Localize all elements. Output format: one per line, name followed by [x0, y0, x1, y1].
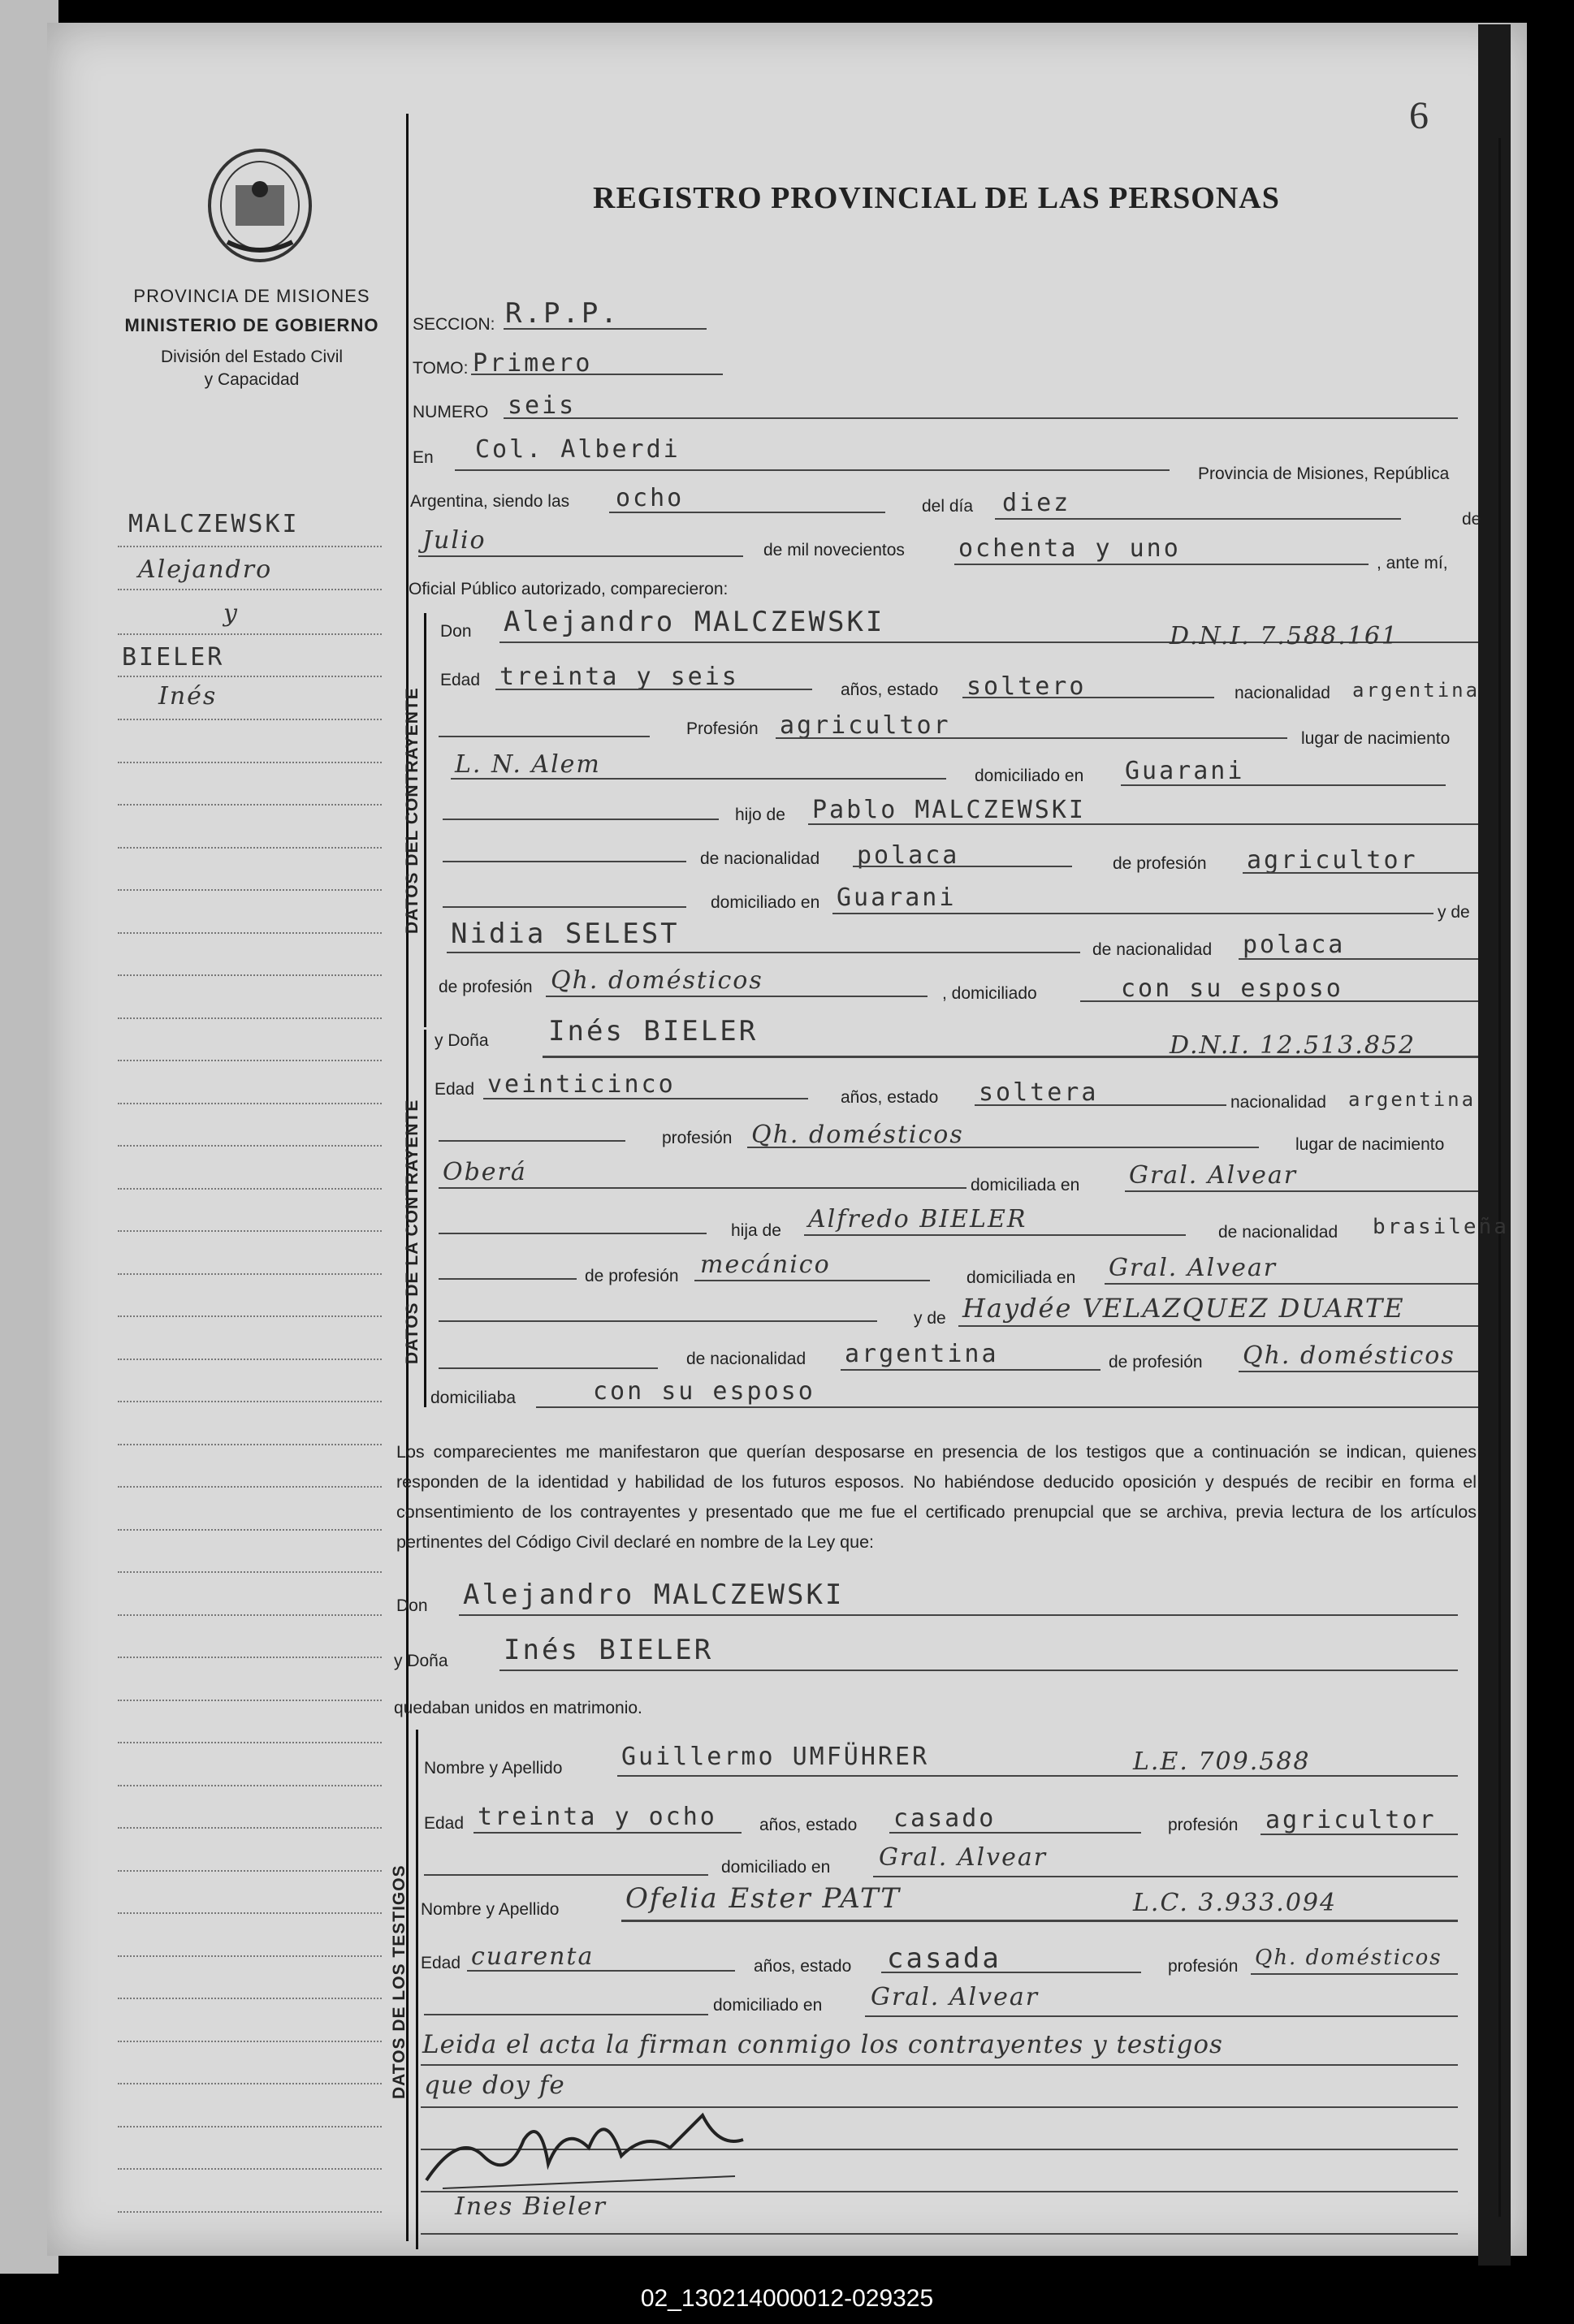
hora-value: ocho — [616, 484, 685, 512]
groom-de-profesion-label: de profesión — [1113, 854, 1207, 873]
margin-surname-groom: MALCZEWSKI — [128, 510, 300, 538]
w2-profesion: Qh. domésticos — [1255, 1946, 1442, 1970]
w1-domiciliado-label: domiciliado en — [721, 1858, 831, 1877]
numero-label: NUMERO — [413, 403, 489, 421]
groom-y-de-label: y de — [1438, 903, 1470, 922]
bride-section-label: DATOS DE LA CONTRAYENTE — [403, 1099, 422, 1364]
groom-padre-profesion: agricultor — [1247, 846, 1418, 875]
ante-mi-label: , ante mí, — [1377, 554, 1448, 572]
mes-value: Julio — [422, 526, 486, 555]
bride-profesion: Qh. domésticos — [751, 1121, 964, 1149]
groom-edad-label: Edad — [440, 671, 481, 689]
w1-profesion-label: profesión — [1168, 1816, 1239, 1834]
bride-hija-label: hija de — [731, 1221, 781, 1240]
dia-value: diez — [1002, 489, 1071, 517]
groom-madre-nacionalidad: polaca — [1243, 931, 1346, 959]
groom-hijo-label: hijo de — [735, 806, 785, 824]
province-seal-icon — [203, 145, 317, 266]
w1-domicilio: Gral. Alvear — [879, 1843, 1048, 1872]
groom-anos-estado-label: años, estado — [841, 680, 939, 699]
w1-profesion: agricultor — [1265, 1806, 1437, 1834]
w1-edad-label: Edad — [424, 1814, 465, 1833]
w2-profesion-label: profesión — [1168, 1957, 1239, 1976]
w2-edad: cuarenta — [471, 1942, 595, 1971]
bride-anos-estado-label: años, estado — [841, 1088, 939, 1107]
division-line-2: y Capacidad — [204, 370, 300, 389]
tomo-label: TOMO: — [413, 359, 469, 378]
bride-name: Inés BIELER — [548, 1015, 759, 1048]
groom-don-label: Don — [440, 622, 472, 641]
bride-madre-domicilio: con su esposo — [593, 1377, 815, 1406]
groom-nacionalidad-label: nacionalidad — [1235, 684, 1330, 702]
margin-surname-bride: BIELER — [122, 643, 225, 672]
argentina-label: Argentina, siendo las — [410, 492, 570, 511]
de-mil-label: de mil novecientos — [763, 541, 905, 559]
image-code: 02_130214000012-029325 — [0, 2274, 1574, 2324]
bride-domiciliada-label: domiciliada en — [971, 1176, 1080, 1194]
bride-dona-label: y Doña — [435, 1031, 489, 1050]
bride-signature: Ines Bieler — [455, 2192, 607, 2221]
groom-madre: Nidia SELEST — [451, 918, 680, 950]
groom-estado: soltero — [966, 672, 1087, 701]
groom-section-label: DATOS DEL CONTRAYENTE — [403, 687, 422, 934]
union-dona-label: y Doña — [394, 1652, 448, 1670]
union-don: Alejandro MALCZEWSKI — [463, 1579, 845, 1611]
bride-nacionalidad: argentina — [1348, 1088, 1477, 1111]
anio-value: ochenta y uno — [958, 534, 1181, 563]
province-name: PROVINCIA DE MISIONES — [133, 286, 370, 306]
groom-madre-domiciliado-label: , domiciliado — [942, 984, 1037, 1003]
w2-nombre-label: Nombre y Apellido — [421, 1900, 560, 1919]
groom-signature — [410, 2099, 751, 2197]
groom-domicilio: Guarani — [1125, 757, 1245, 785]
w2-nombre: Ofelia Ester PATT — [625, 1882, 901, 1915]
numero-value: seis — [508, 391, 577, 420]
groom-profesion: agricultor — [780, 711, 951, 740]
bride-profesion-label: profesión — [662, 1129, 733, 1147]
document-title: REGISTRO PROVINCIAL DE LAS PERSONAS — [593, 181, 1280, 215]
groom-name: Alejandro MALCZEWSKI — [504, 606, 885, 638]
del-dia-label: del día — [922, 497, 974, 516]
groom-profesion-label: Profesión — [686, 719, 759, 738]
bride-nacionalidad-label: nacionalidad — [1230, 1093, 1326, 1112]
bride-madre-profesion: Qh. domésticos — [1243, 1341, 1455, 1370]
en-label: En — [413, 448, 434, 467]
w1-edad: treinta y ocho — [478, 1803, 717, 1831]
oficial-label: Oficial Público autorizado, comparecieron: — [409, 580, 729, 598]
bride-madre-nacionalidad-label: de nacionalidad — [686, 1350, 806, 1368]
groom-madre-domicilio: con su esposo — [1121, 974, 1343, 1003]
bride-madre-nacionalidad: argentina — [845, 1340, 999, 1368]
witnesses-section-label: DATOS DE LOS TESTIGOS — [390, 1864, 409, 2099]
w1-anos-estado-label: años, estado — [759, 1816, 858, 1834]
margin-and: y — [223, 599, 239, 628]
groom-madre-profesion-label: de profesión — [439, 978, 533, 996]
en-value: Col. Alberdi — [475, 435, 681, 464]
w2-doc: L.C. 3.933.094 — [1133, 1889, 1338, 1917]
groom-padre-domicilio: Guarani — [837, 883, 957, 912]
bride-padre: Alfredo BIELER — [808, 1205, 1027, 1233]
bride-lugar: Oberá — [443, 1158, 527, 1186]
union-dona: Inés BIELER — [504, 1634, 714, 1666]
groom-madre-nacionalidad-label: de nacionalidad — [1092, 940, 1213, 959]
bride-edad-label: Edad — [435, 1080, 475, 1099]
provincia-label: Provincia de Misiones, República — [1198, 464, 1450, 483]
groom-lugar: L. N. Alem — [455, 750, 601, 779]
w1-nombre-label: Nombre y Apellido — [424, 1759, 563, 1778]
closing-line-1: Leida el acta la firman conmigo los contrayentes y testigos — [422, 2030, 1223, 2059]
bride-madre: Haydée VELAZQUEZ DUARTE — [962, 1293, 1405, 1324]
tomo-value: Primero — [473, 349, 593, 378]
bride-lugar-label: lugar de nacimiento — [1295, 1135, 1445, 1154]
margin-name-groom: Alejandro — [138, 555, 273, 584]
bride-domiciliaba-label: domiciliaba — [430, 1389, 517, 1407]
w2-anos-estado-label: años, estado — [754, 1957, 852, 1976]
w2-domiciliado-label: domiciliado en — [713, 1996, 823, 2015]
groom-padre: Pablo MALCZEWSKI — [812, 796, 1086, 824]
bride-dni: D.N.I. 12.513.852 — [1170, 1031, 1416, 1060]
groom-madre-profesion: Qh. domésticos — [551, 966, 763, 995]
union-quedaban-label: quedaban unidos en matrimonio. — [394, 1699, 642, 1717]
bride-estado: soltera — [979, 1078, 1099, 1107]
w2-edad-label: Edad — [421, 1954, 461, 1972]
groom-padre-nacionalidad: polaca — [857, 841, 960, 870]
right-rule — [1498, 138, 1501, 2217]
bride-de-profesion-label: de profesión — [585, 1267, 679, 1285]
groom-edad: treinta y seis — [499, 663, 739, 691]
seccion-label: SECCION: — [413, 315, 495, 334]
bride-y-de-label: y de — [914, 1309, 946, 1328]
groom-de-nacionalidad-label: de nacionalidad — [700, 849, 820, 868]
bride-padre-profesion: mecánico — [700, 1251, 831, 1279]
w2-domicilio: Gral. Alvear — [871, 1983, 1040, 2011]
closing-line-2: que doy fe — [424, 2071, 565, 2100]
seccion-value: R.P.P. — [505, 297, 620, 330]
groom-domiciliado-label: domiciliado en — [975, 767, 1084, 785]
bride-edad: veinticinco — [487, 1070, 676, 1099]
page-number: 6 — [1409, 94, 1429, 137]
bride-madre-profesion-label: de profesión — [1109, 1353, 1203, 1372]
groom-padre-domiciliado-label: domiciliado en — [711, 893, 820, 912]
w2-estado: casada — [887, 1942, 1001, 1975]
groom-lugar-label: lugar de nacimiento — [1301, 729, 1451, 748]
bride-padre-domicilio: Gral. Alvear — [1109, 1254, 1278, 1282]
bride-de-nacionalidad-label: de nacionalidad — [1218, 1223, 1338, 1242]
marriage-statement: Los comparecientes me manifestaron que querían desposarse en presencia de los testigos que a continuación se indican, quienes responden de la identidad y habilidad de los futuros esposos. No habiéndose deducido oposición y después de recibir en forma el consentimiento de los contrayentes y presentado que me fue el certificado prenupcial que se archiva, previa lectura de los artículos pertinentes del Código Civil declaré en nombre de la Ley que: — [396, 1442, 1477, 1552]
w1-nombre: Guillermo UMFÜHRER — [621, 1743, 930, 1771]
bride-padre-domiciliada-label: domiciliada en — [966, 1268, 1076, 1287]
union-don-label: Don — [396, 1596, 428, 1615]
w1-estado: casado — [893, 1804, 997, 1833]
division-line-1: División del Estado Civil — [160, 348, 344, 366]
bride-domicilio: Gral. Alvear — [1129, 1161, 1298, 1190]
groom-nacionalidad: argentina — [1352, 679, 1481, 702]
bride-padre-nacionalidad: brasileña — [1373, 1215, 1509, 1239]
de-label: de — [1462, 510, 1481, 529]
groom-dni: D.N.I. 7.588.161 — [1170, 622, 1399, 650]
w1-doc: L.E. 709.588 — [1133, 1747, 1311, 1776]
page-edge — [1478, 24, 1511, 2266]
margin-name-bride: Inés — [158, 682, 218, 711]
ministry-name: MINISTERIO DE GOBIERNO — [124, 315, 379, 335]
